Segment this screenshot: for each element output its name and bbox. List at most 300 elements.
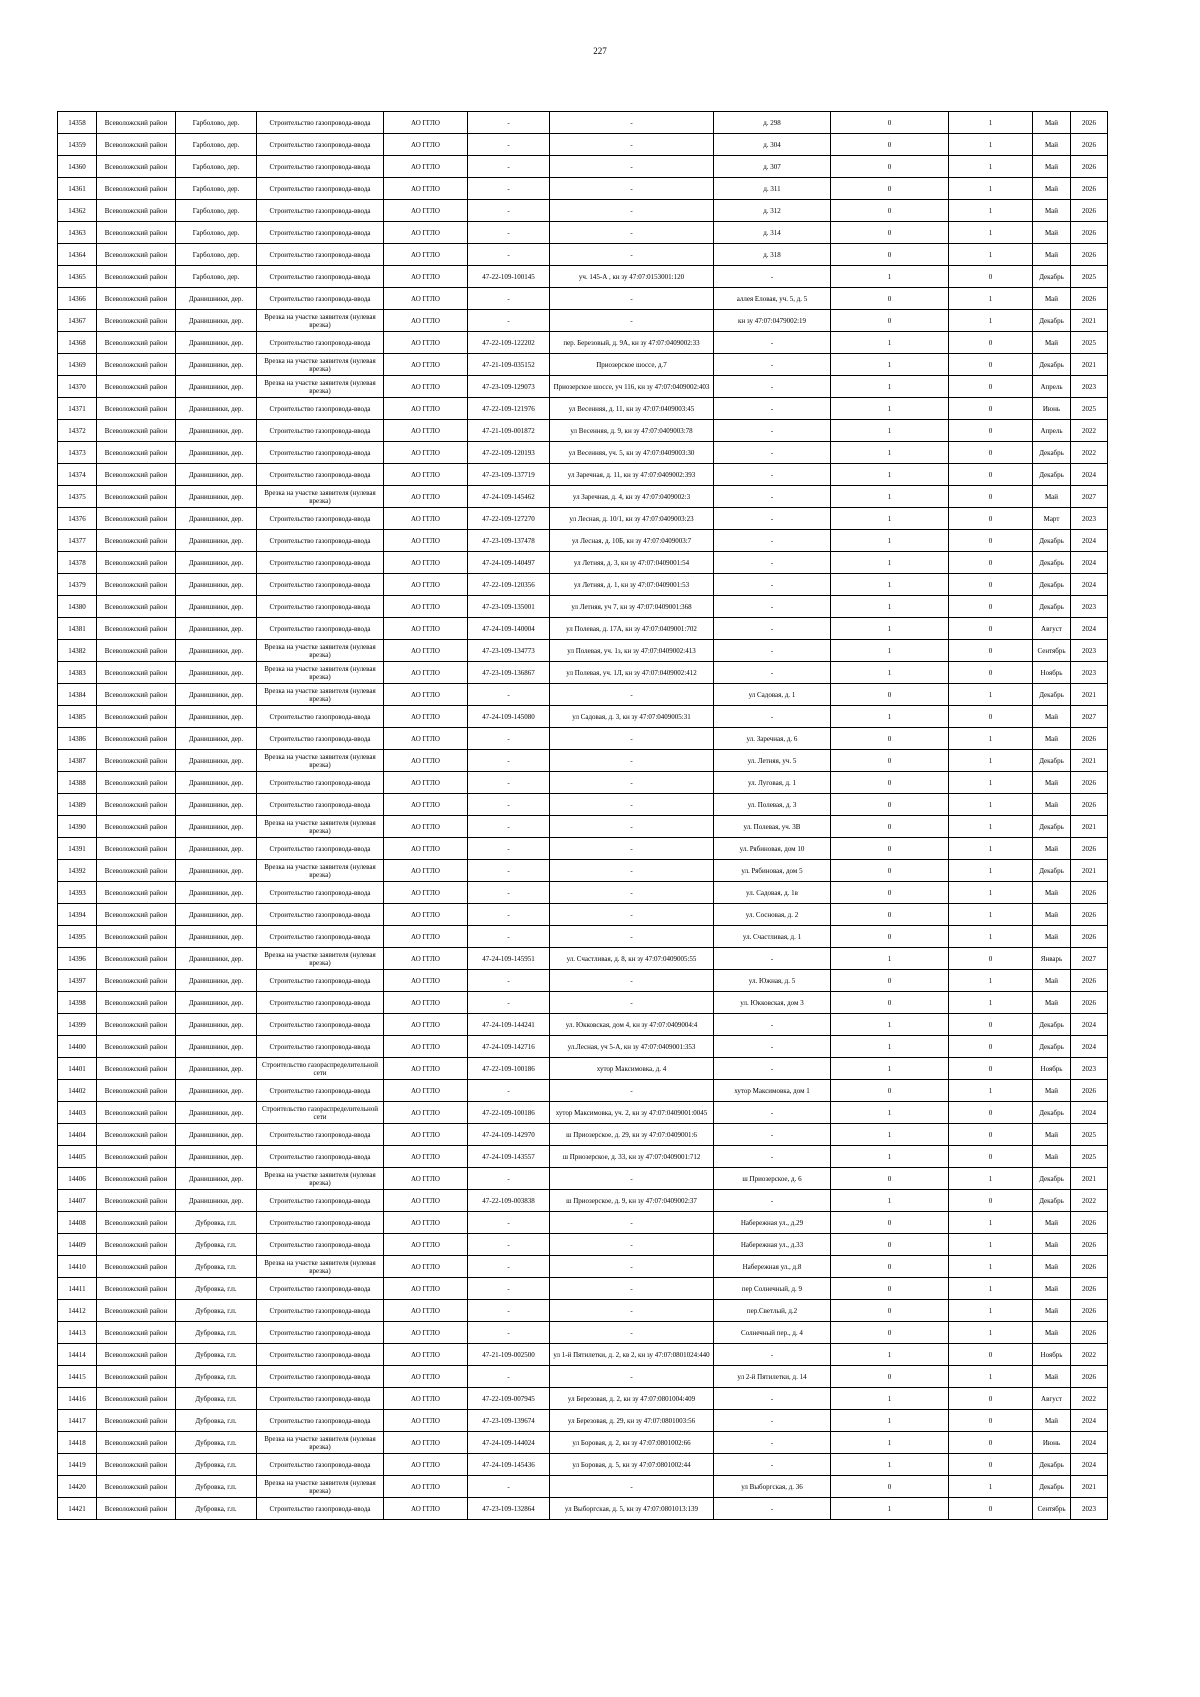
table-row: [58, 178, 1108, 200]
cell-application-number: -: [468, 1366, 550, 1388]
cell-month: Май: [1033, 156, 1071, 178]
cell-application-number: 47-22-109-122202: [468, 332, 550, 354]
cell-object-address: -: [714, 596, 831, 618]
cell-month: Май: [1033, 200, 1071, 222]
cell-locality: Дранишники, дер.: [176, 288, 257, 310]
cell-year: 2021: [1071, 310, 1108, 332]
cell-organization: АО ГГЛО: [384, 640, 468, 662]
cell-district: Всеволожский район: [97, 1498, 176, 1520]
cell-month: Май: [1033, 706, 1071, 728]
cell-district: Всеволожский район: [97, 772, 176, 794]
cell-locality: Дранишники, дер.: [176, 552, 257, 574]
cell-locality: Дранишники, дер.: [176, 926, 257, 948]
cell-district: Всеволожский район: [97, 970, 176, 992]
cell-count-applications: 0: [831, 112, 949, 134]
cell-year: 2026: [1071, 882, 1108, 904]
cell-year: 2026: [1071, 178, 1108, 200]
cell-district: Всеволожский район: [97, 464, 176, 486]
cell-year: 2026: [1071, 200, 1108, 222]
cell-locality: Дранишники, дер.: [176, 442, 257, 464]
cell-object-address: -: [714, 948, 831, 970]
cell-count-objects: 1: [949, 310, 1033, 332]
cell-row-number: 14379: [58, 574, 97, 596]
cell-organization: АО ГГЛО: [384, 530, 468, 552]
cell-district: Всеволожский район: [97, 310, 176, 332]
cell-year: 2025: [1071, 1124, 1108, 1146]
cell-application-address: ул Садовая, д. 3, кн зу 47:07:0409005:31: [550, 706, 714, 728]
cell-work-type: Строительство газопровода-ввода: [257, 156, 384, 178]
cell-application-address: -: [550, 200, 714, 222]
cell-application-number: 47-23-109-137478: [468, 530, 550, 552]
cell-application-number: 47-23-109-139674: [468, 1410, 550, 1432]
cell-application-number: 47-23-109-129073: [468, 376, 550, 398]
cell-locality: Дранишники, дер.: [176, 486, 257, 508]
table-row: [58, 288, 1108, 310]
cell-organization: АО ГГЛО: [384, 1080, 468, 1102]
cell-object-address: -: [714, 1124, 831, 1146]
cell-count-objects: 1: [949, 1234, 1033, 1256]
cell-month: Декабрь: [1033, 530, 1071, 552]
table-row: [58, 1256, 1108, 1278]
cell-application-number: -: [468, 178, 550, 200]
cell-year: 2024: [1071, 1432, 1108, 1454]
cell-count-applications: 1: [831, 618, 949, 640]
cell-organization: АО ГГЛО: [384, 1102, 468, 1124]
cell-month: Май: [1033, 486, 1071, 508]
table-row: [58, 1190, 1108, 1212]
cell-month: Сентябрь: [1033, 640, 1071, 662]
table-row: [58, 464, 1108, 486]
cell-organization: АО ГГЛО: [384, 508, 468, 530]
cell-district: Всеволожский район: [97, 596, 176, 618]
cell-month: Декабрь: [1033, 1014, 1071, 1036]
cell-locality: Дранишники, дер.: [176, 838, 257, 860]
cell-application-number: -: [468, 860, 550, 882]
cell-month: Май: [1033, 1146, 1071, 1168]
cell-count-objects: 0: [949, 1454, 1033, 1476]
cell-locality: Дубровка, г.п.: [176, 1498, 257, 1520]
cell-month: Ноябрь: [1033, 662, 1071, 684]
cell-work-type: Строительство газопровода-ввода: [257, 398, 384, 420]
cell-year: 2023: [1071, 640, 1108, 662]
cell-year: 2026: [1071, 1322, 1108, 1344]
cell-application-address: -: [550, 926, 714, 948]
cell-object-address: д. 298: [714, 112, 831, 134]
cell-district: Всеволожский район: [97, 156, 176, 178]
cell-object-address: ул Выборгская, д. 36: [714, 1476, 831, 1498]
cell-application-number: 47-24-109-145436: [468, 1454, 550, 1476]
cell-row-number: 14360: [58, 156, 97, 178]
cell-locality: Дранишники, дер.: [176, 508, 257, 530]
cell-count-applications: 1: [831, 1146, 949, 1168]
cell-application-address: -: [550, 1234, 714, 1256]
cell-row-number: 14371: [58, 398, 97, 420]
cell-application-number: -: [468, 926, 550, 948]
cell-count-applications: 0: [831, 970, 949, 992]
cell-year: 2024: [1071, 552, 1108, 574]
cell-object-address: -: [714, 1388, 831, 1410]
cell-district: Всеволожский район: [97, 486, 176, 508]
cell-object-address: -: [714, 266, 831, 288]
cell-count-applications: 1: [831, 442, 949, 464]
cell-count-objects: 1: [949, 244, 1033, 266]
cell-count-objects: 0: [949, 464, 1033, 486]
cell-count-applications: 0: [831, 860, 949, 882]
cell-organization: АО ГГЛО: [384, 1146, 468, 1168]
table-row: [58, 1058, 1108, 1080]
cell-month: Май: [1033, 926, 1071, 948]
cell-locality: Гарболово, дер.: [176, 200, 257, 222]
cell-organization: АО ГГЛО: [384, 1190, 468, 1212]
cell-application-address: -: [550, 882, 714, 904]
table-row: [58, 1014, 1108, 1036]
cell-organization: АО ГГЛО: [384, 354, 468, 376]
cell-row-number: 14421: [58, 1498, 97, 1520]
cell-count-applications: 1: [831, 706, 949, 728]
cell-row-number: 14366: [58, 288, 97, 310]
cell-count-applications: 1: [831, 1058, 949, 1080]
cell-row-number: 14410: [58, 1256, 97, 1278]
cell-row-number: 14391: [58, 838, 97, 860]
cell-year: 2024: [1071, 1102, 1108, 1124]
cell-application-number: 47-22-109-100145: [468, 266, 550, 288]
cell-application-address: -: [550, 970, 714, 992]
cell-district: Всеволожский район: [97, 1058, 176, 1080]
cell-count-objects: 1: [949, 904, 1033, 926]
cell-row-number: 14361: [58, 178, 97, 200]
cell-count-applications: 0: [831, 156, 949, 178]
table-row: [58, 1322, 1108, 1344]
cell-row-number: 14383: [58, 662, 97, 684]
cell-month: Декабрь: [1033, 750, 1071, 772]
cell-year: 2026: [1071, 926, 1108, 948]
cell-count-objects: 0: [949, 662, 1033, 684]
cell-object-address: -: [714, 1146, 831, 1168]
cell-work-type: Строительство газопровода-ввода: [257, 772, 384, 794]
cell-row-number: 14377: [58, 530, 97, 552]
cell-organization: АО ГГЛО: [384, 926, 468, 948]
cell-application-number: -: [468, 1300, 550, 1322]
cell-count-objects: 1: [949, 816, 1033, 838]
cell-count-applications: 1: [831, 420, 949, 442]
cell-object-address: -: [714, 398, 831, 420]
cell-count-objects: 0: [949, 1102, 1033, 1124]
cell-object-address: -: [714, 464, 831, 486]
cell-count-applications: 0: [831, 1234, 949, 1256]
cell-count-applications: 0: [831, 816, 949, 838]
cell-count-objects: 0: [949, 574, 1033, 596]
cell-month: Май: [1033, 178, 1071, 200]
cell-year: 2026: [1071, 904, 1108, 926]
cell-year: 2024: [1071, 574, 1108, 596]
cell-month: Май: [1033, 1080, 1071, 1102]
cell-count-objects: 1: [949, 134, 1033, 156]
cell-year: 2023: [1071, 376, 1108, 398]
cell-work-type: Строительство газопровода-ввода: [257, 1234, 384, 1256]
cell-work-type: Строительство газопровода-ввода: [257, 1036, 384, 1058]
cell-row-number: 14399: [58, 1014, 97, 1036]
table-row: [58, 222, 1108, 244]
table-body: [58, 112, 1108, 1520]
cell-year: 2026: [1071, 156, 1108, 178]
cell-year: 2024: [1071, 464, 1108, 486]
cell-object-address: -: [714, 552, 831, 574]
cell-work-type: Строительство газопровода-ввода: [257, 552, 384, 574]
cell-locality: Дубровка, г.п.: [176, 1388, 257, 1410]
cell-application-address: -: [550, 838, 714, 860]
cell-row-number: 14420: [58, 1476, 97, 1498]
cell-year: 2025: [1071, 266, 1108, 288]
cell-count-applications: 0: [831, 904, 949, 926]
cell-year: 2026: [1071, 134, 1108, 156]
cell-application-number: 47-21-109-001872: [468, 420, 550, 442]
cell-work-type: Строительство газопровода-ввода: [257, 134, 384, 156]
cell-district: Всеволожский район: [97, 1190, 176, 1212]
data-table: [57, 111, 1108, 1520]
cell-count-objects: 0: [949, 420, 1033, 442]
cell-locality: Дранишники, дер.: [176, 398, 257, 420]
cell-district: Всеволожский район: [97, 332, 176, 354]
cell-organization: АО ГГЛО: [384, 200, 468, 222]
cell-count-applications: 0: [831, 772, 949, 794]
cell-organization: АО ГГЛО: [384, 332, 468, 354]
cell-district: Всеволожский район: [97, 1146, 176, 1168]
cell-count-objects: 0: [949, 530, 1033, 552]
cell-application-address: хутор Максимовка, уч. 2, кн зу 47:07:0409001:0045: [550, 1102, 714, 1124]
cell-month: Май: [1033, 332, 1071, 354]
cell-locality: Дранишники, дер.: [176, 332, 257, 354]
cell-year: 2024: [1071, 1454, 1108, 1476]
cell-object-address: ул. Рябиновая, дом 10: [714, 838, 831, 860]
cell-district: Всеволожский район: [97, 1080, 176, 1102]
cell-count-applications: 1: [831, 332, 949, 354]
cell-row-number: 14387: [58, 750, 97, 772]
cell-year: 2021: [1071, 860, 1108, 882]
cell-locality: Дранишники, дер.: [176, 1146, 257, 1168]
cell-year: 2026: [1071, 112, 1108, 134]
cell-locality: Дубровка, г.п.: [176, 1344, 257, 1366]
cell-work-type: Строительство газопровода-ввода: [257, 1212, 384, 1234]
cell-application-address: ш Приозерское, д. 33, кн зу 47:07:0409001:712: [550, 1146, 714, 1168]
cell-application-address: ул Боровая, д. 5, кн зу 47:07:0801002:44: [550, 1454, 714, 1476]
cell-locality: Дранишники, дер.: [176, 310, 257, 332]
cell-application-number: 47-24-109-140497: [468, 552, 550, 574]
cell-count-objects: 1: [949, 1300, 1033, 1322]
cell-month: Май: [1033, 970, 1071, 992]
table-row: [58, 706, 1108, 728]
cell-month: Май: [1033, 1278, 1071, 1300]
cell-application-address: уч. 145-А , кн зу 47:07:0153001:120: [550, 266, 714, 288]
cell-district: Всеволожский район: [97, 706, 176, 728]
cell-object-address: ул. Луговая, д. 1: [714, 772, 831, 794]
cell-object-address: -: [714, 1454, 831, 1476]
cell-work-type: Врезка на участке заявителя (нулевая врезка): [257, 1256, 384, 1278]
cell-object-address: ул. Заречная, д. 6: [714, 728, 831, 750]
cell-year: 2023: [1071, 1498, 1108, 1520]
cell-count-objects: 1: [949, 1256, 1033, 1278]
cell-locality: Дубровка, г.п.: [176, 1234, 257, 1256]
cell-count-applications: 0: [831, 992, 949, 1014]
cell-work-type: Строительство газопровода-ввода: [257, 838, 384, 860]
cell-work-type: Строительство газопровода-ввода: [257, 244, 384, 266]
cell-locality: Дубровка, г.п.: [176, 1256, 257, 1278]
cell-year: 2022: [1071, 1344, 1108, 1366]
cell-work-type: Строительство газопровода-ввода: [257, 1080, 384, 1102]
table-row: [58, 1344, 1108, 1366]
cell-district: Всеволожский район: [97, 750, 176, 772]
cell-locality: Дранишники, дер.: [176, 750, 257, 772]
cell-district: Всеволожский район: [97, 838, 176, 860]
cell-year: 2021: [1071, 1476, 1108, 1498]
cell-work-type: Строительство газопровода-ввода: [257, 992, 384, 1014]
table-row: [58, 1080, 1108, 1102]
cell-object-address: -: [714, 354, 831, 376]
cell-object-address: Набережная ул., д.29: [714, 1212, 831, 1234]
cell-count-applications: 1: [831, 1014, 949, 1036]
cell-year: 2021: [1071, 354, 1108, 376]
table-row: [58, 596, 1108, 618]
cell-organization: АО ГГЛО: [384, 1410, 468, 1432]
cell-work-type: Строительство газопровода-ввода: [257, 1300, 384, 1322]
cell-organization: АО ГГЛО: [384, 684, 468, 706]
cell-locality: Дранишники, дер.: [176, 618, 257, 640]
cell-month: Сентябрь: [1033, 1498, 1071, 1520]
cell-application-number: 47-21-109-002500: [468, 1344, 550, 1366]
cell-locality: Дранишники, дер.: [176, 420, 257, 442]
cell-object-address: аллея Еловая, уч. 5, д. 5: [714, 288, 831, 310]
cell-application-number: 47-22-109-120193: [468, 442, 550, 464]
table-row: [58, 1102, 1108, 1124]
cell-organization: АО ГГЛО: [384, 1058, 468, 1080]
cell-district: Всеволожский район: [97, 508, 176, 530]
cell-year: 2024: [1071, 1014, 1108, 1036]
table-row: [58, 1278, 1108, 1300]
cell-application-address: ул Весенняя, д. 11, кн зу 47:07:0409003:45: [550, 398, 714, 420]
cell-count-objects: 0: [949, 596, 1033, 618]
table-row: [58, 376, 1108, 398]
cell-district: Всеволожский район: [97, 794, 176, 816]
cell-year: 2023: [1071, 662, 1108, 684]
cell-row-number: 14419: [58, 1454, 97, 1476]
cell-organization: АО ГГЛО: [384, 1344, 468, 1366]
table-row: [58, 970, 1108, 992]
cell-district: Всеволожский район: [97, 1476, 176, 1498]
cell-district: Всеволожский район: [97, 200, 176, 222]
cell-application-number: 47-24-109-145951: [468, 948, 550, 970]
cell-application-address: -: [550, 728, 714, 750]
cell-organization: АО ГГЛО: [384, 288, 468, 310]
cell-row-number: 14382: [58, 640, 97, 662]
cell-count-applications: 0: [831, 1322, 949, 1344]
cell-application-number: 47-21-109-035152: [468, 354, 550, 376]
cell-row-number: 14401: [58, 1058, 97, 1080]
cell-application-address: -: [550, 288, 714, 310]
cell-district: Всеволожский район: [97, 1388, 176, 1410]
cell-district: Всеволожский район: [97, 882, 176, 904]
cell-month: Декабрь: [1033, 860, 1071, 882]
cell-count-objects: 1: [949, 750, 1033, 772]
cell-application-address: -: [550, 1300, 714, 1322]
cell-application-address: ул Лесная, д. 10/1, кн зу 47:07:0409003:23: [550, 508, 714, 530]
cell-row-number: 14389: [58, 794, 97, 816]
cell-organization: АО ГГЛО: [384, 156, 468, 178]
cell-count-objects: 0: [949, 1146, 1033, 1168]
cell-row-number: 14409: [58, 1234, 97, 1256]
cell-work-type: Строительство газопровода-ввода: [257, 1388, 384, 1410]
cell-row-number: 14381: [58, 618, 97, 640]
table-row: [58, 618, 1108, 640]
cell-count-objects: 0: [949, 442, 1033, 464]
cell-count-objects: 1: [949, 1366, 1033, 1388]
cell-month: Апрель: [1033, 376, 1071, 398]
cell-row-number: 14395: [58, 926, 97, 948]
cell-count-applications: 1: [831, 1432, 949, 1454]
cell-district: Всеволожский район: [97, 816, 176, 838]
cell-district: Всеволожский район: [97, 552, 176, 574]
cell-row-number: 14398: [58, 992, 97, 1014]
table-row: [58, 794, 1108, 816]
cell-application-address: -: [550, 1212, 714, 1234]
cell-count-objects: 0: [949, 640, 1033, 662]
cell-count-applications: 0: [831, 1080, 949, 1102]
cell-work-type: Строительство газопровода-ввода: [257, 200, 384, 222]
cell-object-address: д. 311: [714, 178, 831, 200]
cell-count-applications: 0: [831, 882, 949, 904]
cell-locality: Гарболово, дер.: [176, 222, 257, 244]
cell-month: Май: [1033, 772, 1071, 794]
table-row: [58, 1124, 1108, 1146]
table-row: [58, 244, 1108, 266]
cell-month: Июнь: [1033, 398, 1071, 420]
cell-application-number: -: [468, 728, 550, 750]
cell-locality: Гарболово, дер.: [176, 244, 257, 266]
cell-work-type: Врезка на участке заявителя (нулевая врезка): [257, 860, 384, 882]
cell-object-address: ш Приозерское, д. 6: [714, 1168, 831, 1190]
cell-locality: Дранишники, дер.: [176, 574, 257, 596]
cell-year: 2024: [1071, 1410, 1108, 1432]
cell-locality: Дубровка, г.п.: [176, 1300, 257, 1322]
cell-count-applications: 0: [831, 750, 949, 772]
cell-work-type: Строительство газопровода-ввода: [257, 288, 384, 310]
cell-month: Май: [1033, 1124, 1071, 1146]
cell-count-objects: 0: [949, 552, 1033, 574]
cell-row-number: 14359: [58, 134, 97, 156]
cell-year: 2026: [1071, 794, 1108, 816]
cell-application-address: -: [550, 156, 714, 178]
cell-organization: АО ГГЛО: [384, 420, 468, 442]
cell-district: Всеволожский район: [97, 640, 176, 662]
cell-district: Всеволожский район: [97, 1278, 176, 1300]
cell-year: 2026: [1071, 992, 1108, 1014]
cell-year: 2022: [1071, 442, 1108, 464]
cell-organization: АО ГГЛО: [384, 904, 468, 926]
cell-row-number: 14386: [58, 728, 97, 750]
cell-row-number: 14404: [58, 1124, 97, 1146]
cell-count-objects: 0: [949, 706, 1033, 728]
cell-organization: АО ГГЛО: [384, 1234, 468, 1256]
table-row: [58, 1036, 1108, 1058]
cell-application-number: -: [468, 200, 550, 222]
cell-count-applications: 1: [831, 662, 949, 684]
cell-application-address: ул Выборгская, д. 5, кн зу 47:07:0801013:139: [550, 1498, 714, 1520]
cell-row-number: 14380: [58, 596, 97, 618]
cell-month: Декабрь: [1033, 552, 1071, 574]
cell-application-address: ул Березовая, д. 29, кн зу 47:07:0801003:56: [550, 1410, 714, 1432]
table-row: [58, 1476, 1108, 1498]
cell-count-objects: 1: [949, 1168, 1033, 1190]
cell-count-objects: 0: [949, 1036, 1033, 1058]
cell-locality: Гарболово, дер.: [176, 112, 257, 134]
